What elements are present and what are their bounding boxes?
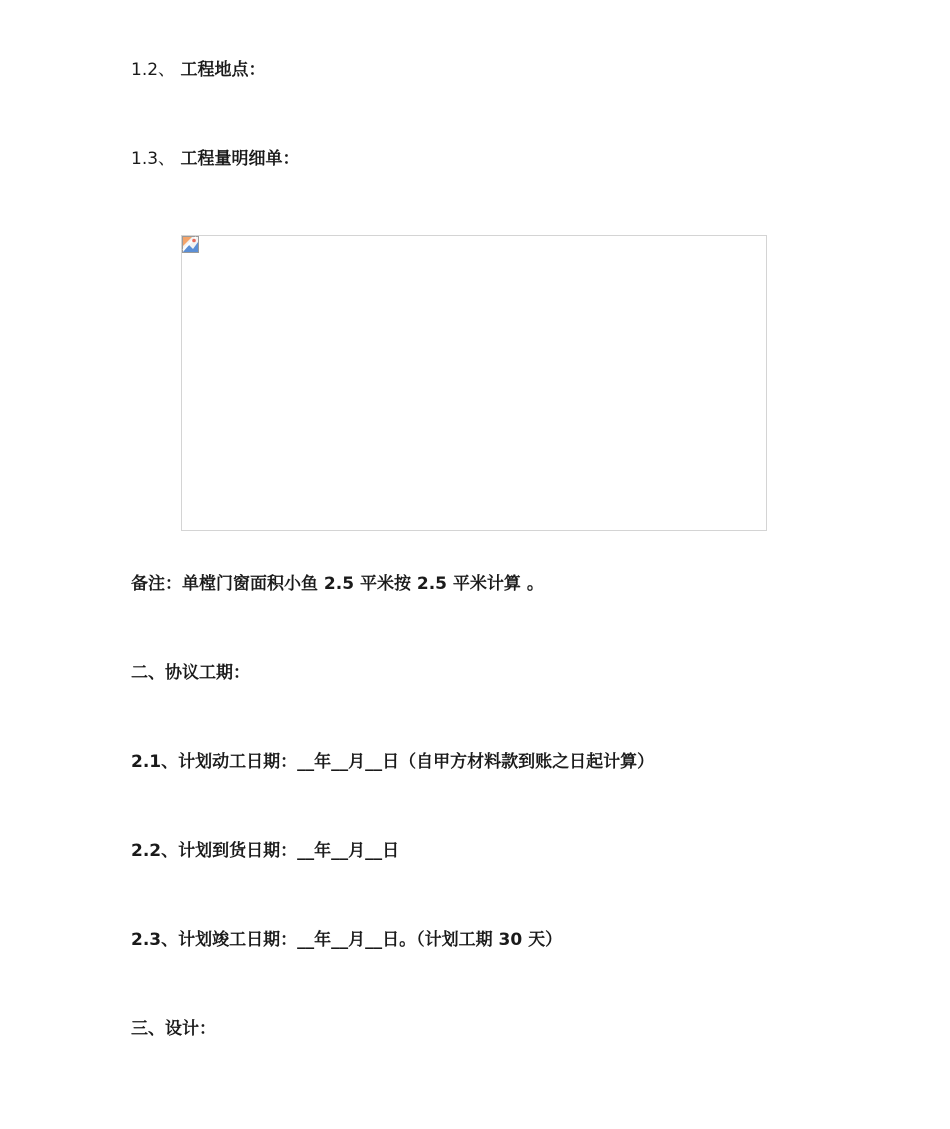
schedule-item-completion: 2.3、计划竣工日期：__年__月__日。（计划工期 30 天） — [131, 930, 563, 950]
schedule-item-delivery: 2.2、计划到货日期：__年__月__日 — [131, 841, 400, 861]
schedule-item-start: 2.1、计划动工日期：__年__月__日（自甲方材料款到账之日起计算） — [131, 752, 655, 772]
section-2-heading: 二、协议工期： — [131, 663, 250, 683]
quantity-table-image — [181, 235, 767, 531]
section-1-2 — [131, 58, 265, 82]
note-text: 备注：单樘门窗面积小鱼 2.5 平米按 2.5 平米计算 。 — [131, 574, 544, 594]
broken-image-icon — [182, 236, 199, 253]
section-1-2-label: 工程地点： — [180, 60, 266, 80]
section-1-2-number: 1.2、 — [131, 60, 176, 80]
section-3-heading: 三、设计： — [131, 1019, 216, 1039]
section-1-3-label: 工程量明细单： — [180, 149, 300, 169]
section-1-3-number: 1.3、 — [131, 149, 176, 169]
section-1-3 — [131, 147, 299, 171]
